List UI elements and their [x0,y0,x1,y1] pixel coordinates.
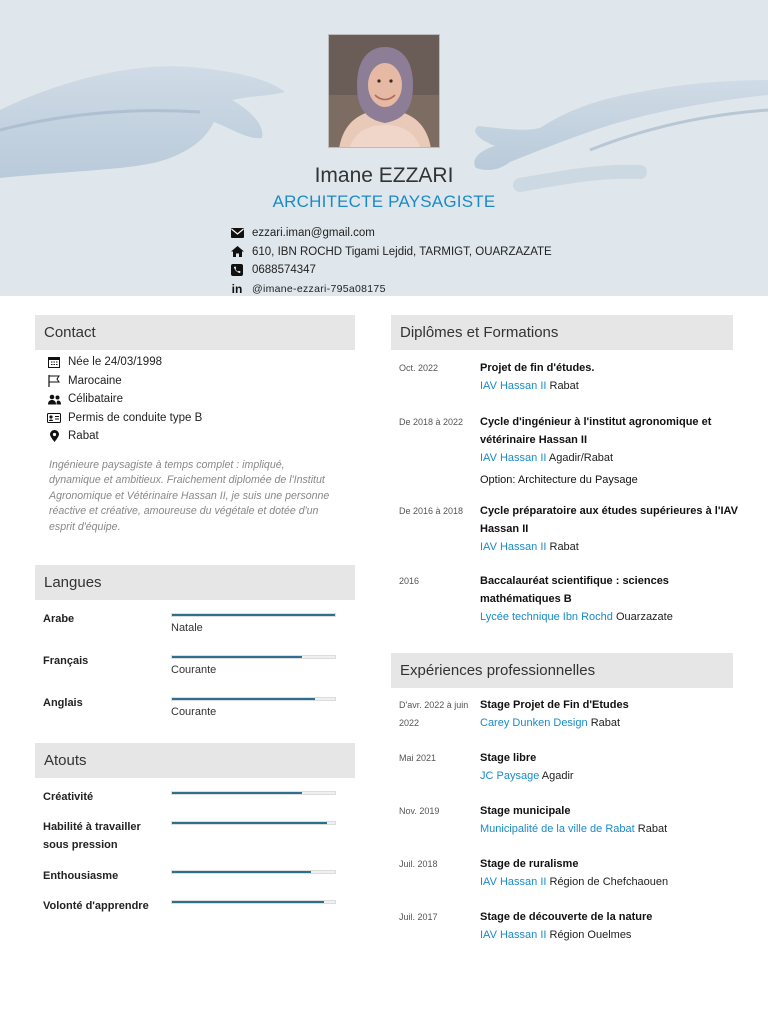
left-column [35,315,355,912]
entry-date: Juil. 2018 [399,859,438,869]
strength-level-fill [172,901,324,903]
language-name: Français [43,655,89,667]
id-card-icon [47,412,61,424]
language-level-text: Natale [171,622,203,634]
license-text: Permis de conduite type B [68,411,203,424]
strength-level-fill [172,792,302,794]
entry-organization[interactable]: JC Paysage [480,770,540,782]
candidate-name: Imane EZZARI [314,164,454,187]
language-level-fill [172,656,302,658]
entry-organization[interactable]: Carey Dunken Design [480,717,588,729]
birth-date-text: Née le 24/03/1998 [68,356,162,369]
entry-date: Mai 2021 [399,753,437,763]
profile-photo [328,34,440,148]
entry-title: Stage de ruralisme [480,858,579,870]
entry-date: Nov. 2019 [399,806,440,816]
email-line[interactable] [230,224,552,243]
entry-organization[interactable]: IAV Hassan II [480,876,547,888]
entry-title: Stage municipale [480,805,571,817]
entry-organization[interactable]: Municipalité de la ville de Rabat [480,823,635,835]
entry-title: Stage libre [480,752,537,764]
entry-date: 2016 [399,576,420,586]
entry-location: Ouarzazate [615,611,673,623]
linkedin-text[interactable]: @imane-ezzari-795a08175 [252,282,386,295]
right-column [391,315,738,941]
entry-option: Option: Architecture du Paysage [480,474,638,486]
entry-date: De 2018 à 2022 [399,417,464,427]
linkedin-line[interactable] [230,280,552,297]
entry-organization[interactable]: IAV Hassan II [480,929,547,941]
address-text: 610, IBN ROCHD Tigami Lejdid, TARMIGT, OUARZAZATE [252,245,552,258]
nationality-text: Marocaine [68,374,122,387]
entry-location: Rabat [549,380,579,392]
users-icon [47,393,61,405]
language-level-fill [172,698,315,700]
calendar-icon [47,356,61,368]
entry-location: Agadir [541,770,574,782]
entry-title: Stage de découverte de la nature [480,911,653,923]
birth-date-item [35,353,355,372]
entry-date: De 2016 à 2018 [399,506,464,516]
entry-organization[interactable]: IAV Hassan II [480,452,547,464]
city-item [35,427,355,446]
license-item [35,409,355,428]
entry-title: Cycle préparatoire aux études supérieures à l'IAV Hassan II [480,505,738,535]
entry-location: Rabat [549,541,579,553]
strength-level-bar [171,870,336,874]
phone-text[interactable]: 0688574347 [252,264,316,277]
strength-level-bar [171,821,336,825]
experience-heading: Expériences professionnelles [391,653,733,688]
strength-name: Volonté d'apprendre [43,900,149,912]
language-level-fill [172,614,335,616]
contact-details [35,353,355,446]
entry-date: D'avr. 2022 à juin 2022 [399,700,469,728]
strength-name: Habilité à travailler sous pression [43,821,141,851]
entry-date: Oct. 2022 [399,363,439,373]
entry-location: Région Ouelmes [549,929,632,941]
strength-name: Enthousiasme [43,870,119,882]
strength-level-fill [172,871,311,873]
strength-level-bar [171,900,336,904]
job-title: ARCHITECTE PAYSAGISTE [272,192,496,211]
linkedin-icon: in [231,281,243,296]
marital-status-text: Célibataire [68,393,123,406]
phone-icon [230,264,244,276]
map-pin-icon [47,430,61,442]
nationality-item [35,372,355,391]
language-name: Anglais [43,697,83,709]
entry-organization[interactable]: Lycée technique Ibn Rochd [480,611,613,623]
flag-icon [47,375,61,387]
marital-status-item [35,390,355,409]
entry-organization[interactable]: IAV Hassan II [480,380,547,392]
language-level-bar [171,655,336,659]
language-level-bar [171,613,336,617]
contact-heading: Contact [35,315,355,350]
entry-location: Agadir/Rabat [548,452,614,464]
home-icon [230,246,244,258]
profile-summary: Ingénieure paysagiste à temps complet : impliqué, dynamique et ambitieux. Fraichement diplomée de l'Institut Agronomique et Vétérinaire Hassan II, je suis une personne réactive et créative, amoureuse du végétale et dotée d'un esprit d'équipe. [49,458,330,533]
email-text[interactable]: ezzari.iman@gmail.com [252,227,375,240]
language-level-text: Courante [171,706,217,718]
entry-location: Rabat [590,717,621,729]
entry-date: Juil. 2017 [399,912,438,922]
header-contact-list [230,224,552,296]
entry-title: Cycle d'ingénieur à l'institut agronomique et vétérinaire Hassan II [480,416,712,446]
education-heading: Diplômes et Formations [391,315,733,350]
entry-location: Rabat [637,823,668,835]
strength-level-fill [172,822,327,824]
entry-organization[interactable]: IAV Hassan II [480,541,547,553]
strengths-heading: Atouts [35,743,355,778]
strength-name: Créativité [43,791,94,803]
address-line [230,243,552,262]
phone-line[interactable] [230,261,552,280]
envelope-icon [230,227,244,239]
language-level-text: Courante [171,664,217,676]
header [0,0,768,296]
entry-location: Région de Chefchaouen [549,876,669,888]
languages-heading: Langues [35,565,355,600]
language-name: Arabe [43,613,75,625]
city-text: Rabat [68,430,99,443]
entry-title: Projet de fin d'études. [480,362,595,374]
entry-title: Baccalauréat scientifique : sciences mathématiques B [480,575,669,605]
strength-level-bar [171,791,336,795]
entry-title: Stage Projet de Fin d'Etudes [480,699,629,711]
language-level-bar [171,697,336,701]
